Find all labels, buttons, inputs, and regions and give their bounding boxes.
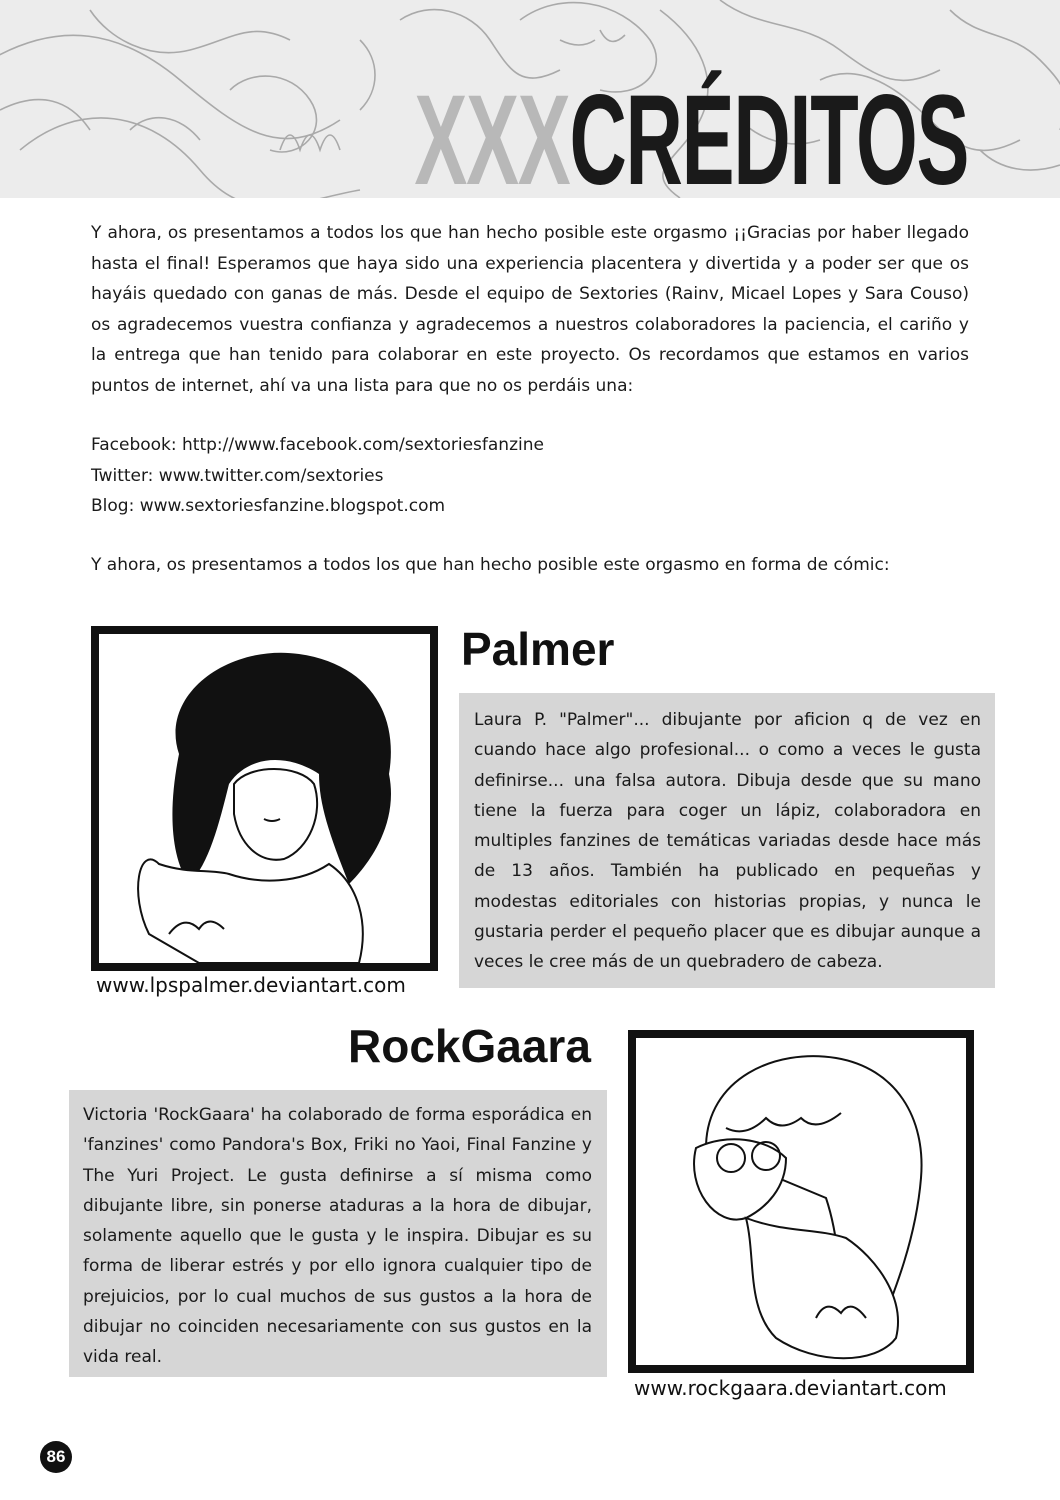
palmer-name: Palmer xyxy=(461,623,615,675)
palmer-bio: Laura P. "Palmer"... dibujante por aficion q de vez en cuando hace algo profesional... o como a veces le gusta definirse... una falsa autora. Dibuja desde que su mano tiene la fuerza para coger un lápiz, colaboradora en multiples fanzines de temáticas variadas desde hace más de 13 años. También ha publicado en pequeñas y modestas editoriales con historias propias, y nunca le gustaria perder el pequeño placer que es dibujar aunque a veces le cree más de un quebradero de cabeza. xyxy=(459,693,995,988)
rockgaara-portrait xyxy=(628,1030,974,1373)
palmer-url[interactable]: www.lpspalmer.deviantart.com xyxy=(96,973,406,997)
links-list xyxy=(91,430,544,522)
title-text: CRÉDITOS xyxy=(569,69,968,198)
rockgaara-url[interactable]: www.rockgaara.deviantart.com xyxy=(634,1376,947,1400)
rockgaara-bio: Victoria 'RockGaara' ha colaborado de forma esporádica en 'fanzines' como Pandora's Box, Friki no Yaoi, Final Fanzine y The Yuri Project. Le gusta definirse a sí misma como dibujante libre, sin ponerse ataduras a la hora de dibujar, solamente aquello que le gusta y le inspira. Dibujar es su forma de liberar estrés y por ello ignora cualquier tipo de prejuicios, por lo cual muchos de sus gustos a la hora de dibujar no coinciden necesariamente con sus gustos en la vida real. xyxy=(69,1090,607,1377)
twitter-link[interactable]: Twitter: www.twitter.com/sextories xyxy=(91,465,384,486)
title-prefix: XXX xyxy=(414,69,570,198)
rockgaara-name: RockGaara xyxy=(348,1020,591,1072)
palmer-portrait xyxy=(91,626,438,971)
intro-paragraph: Y ahora, os presentamos a todos los que han hecho posible este orgasmo ¡¡Gracias por haber llegado hasta el final! Esperamos que haya sido una experiencia placentera y divertida y a poder ser que os hayáis quedado con ganas de más. Desde el equipo de Sextories (Rainv, Micael Lopes y Sara Couso) os agradecemos vuestra confianza y agradecemos a nuestros colaboradores la paciencia, el cariño y la entrega que han tenido para colaborar en este proyecto. Os recordamos que estamos en varios puntos de internet, ahí va una lista para que no os perdáis una: xyxy=(91,223,969,396)
page-number-badge: 86 xyxy=(40,1441,72,1473)
blog-link[interactable]: Blog: www.sextoriesfanzine.blogspot.com xyxy=(91,496,446,516)
palmer-illustration xyxy=(99,634,430,963)
page-title xyxy=(414,69,968,198)
facebook-link[interactable]: Facebook: http://www.facebook.com/sextoriesfanzine xyxy=(91,435,544,455)
outro-paragraph: Y ahora, os presentamos a todos los que han hecho posible este orgasmo en forma de cómic: xyxy=(91,555,890,575)
rockgaara-illustration xyxy=(636,1038,966,1365)
header-banner xyxy=(0,0,1060,198)
